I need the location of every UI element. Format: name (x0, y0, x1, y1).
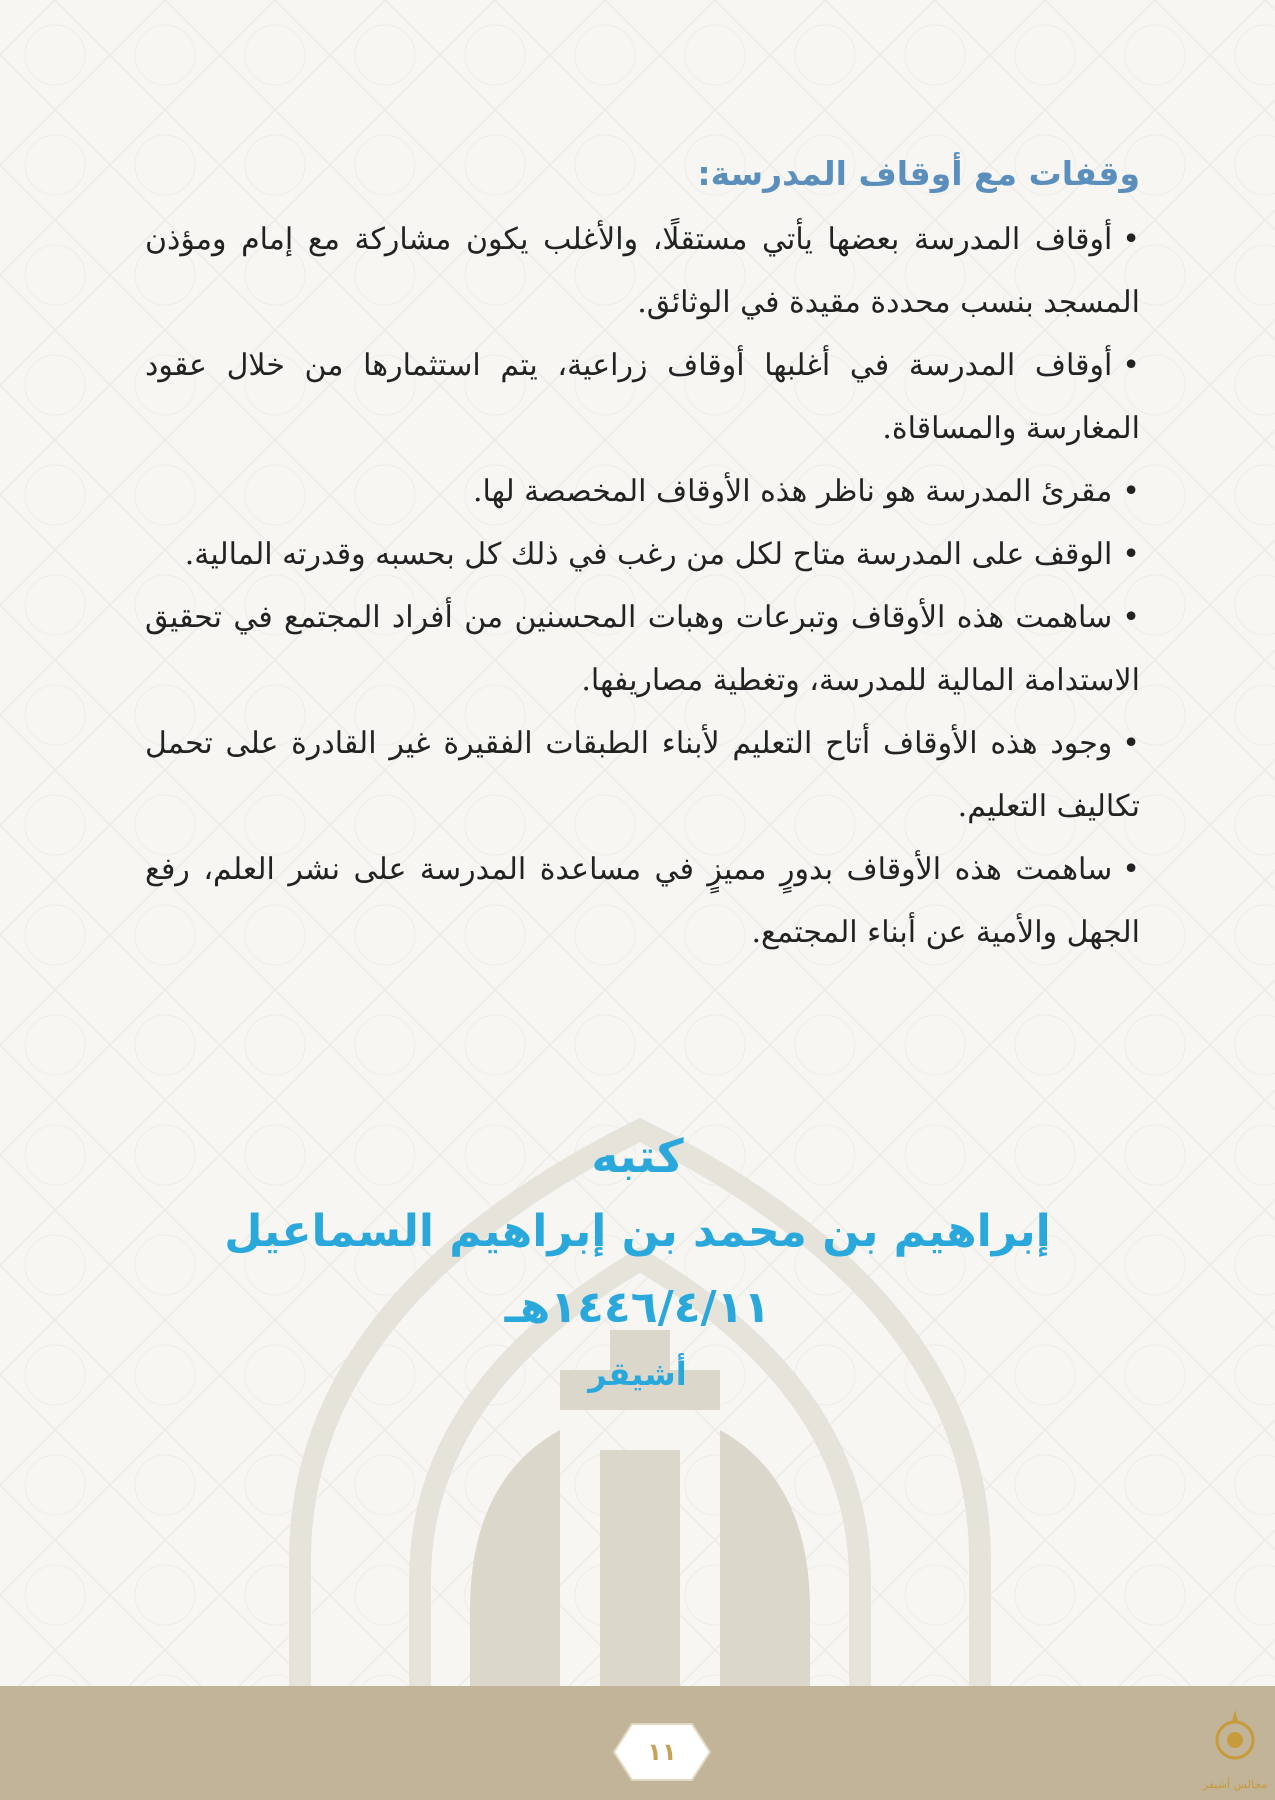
author-name: إبراهيم بن محمد بن إبراهيم السماعيل (224, 1206, 1051, 1257)
list-item-text: ساهمت هذه الأوقاف بدورٍ مميزٍ في مساعدة المدرسة على نشر العلم، رفع الجهل والأمية عن أبناء المجتمع. (145, 852, 1140, 950)
list-item (145, 208, 1140, 334)
section-heading: وقفات مع أوقاف المدرسة: (697, 154, 1140, 193)
bullet-icon: • (1122, 222, 1140, 257)
list-item (145, 838, 1140, 964)
article-section (145, 150, 1140, 964)
signature-place: أشيقر (588, 1355, 687, 1393)
list-item-text: مقرئ المدرسة هو ناظر هذه الأوقاف المخصصة لها. (473, 474, 1113, 509)
bullet-icon: • (1122, 600, 1140, 635)
list-item-text: أوقاف المدرسة بعضها يأتي مستقلًا، والأغلب يكون مشاركة مع إمام ومؤذن المسجد بنسب محددة مقيدة في الوثائق. (145, 222, 1140, 320)
written-by-label: كتبه (591, 1129, 684, 1183)
list-item-text: ساهمت هذه الأوقاف وتبرعات وهبات المحسنين من أفراد المجتمع في تحقيق الاستدامة المالية للمدرسة، وتغطية مصاريفها. (145, 600, 1140, 698)
list-item (145, 712, 1140, 838)
list-item-text: أوقاف المدرسة في أغلبها أوقاف زراعية، يتم استثمارها من خلال عقود المغارسة والمساقاة. (145, 348, 1140, 446)
list-item (145, 586, 1140, 712)
brand-logo (1200, 1690, 1270, 1798)
bullet-icon: • (1122, 852, 1140, 887)
list-item (145, 334, 1140, 460)
list-item (145, 523, 1140, 586)
list-item-text: الوقف على المدرسة متاح لكل من رغب في ذلك كل بحسبه وقدرته المالية. (184, 537, 1113, 572)
brand-logo-text: مجالس أشيقر (1202, 1778, 1268, 1791)
signature-block (0, 1118, 1275, 1402)
list-item (145, 460, 1140, 523)
page-number: ١١ (647, 1738, 677, 1766)
bullet-icon: • (1122, 537, 1140, 572)
bullet-icon: • (1122, 348, 1140, 383)
bullet-list (145, 208, 1140, 964)
signature-date: ١٤٤٦/٤/١١هـ (504, 1282, 771, 1333)
bullet-icon: • (1122, 474, 1140, 509)
bullet-icon: • (1122, 726, 1140, 761)
list-item-text: وجود هذه الأوقاف أتاح التعليم لأبناء الطبقات الفقيرة غير القادرة على تحمل تكاليف التعليم. (145, 726, 1140, 824)
